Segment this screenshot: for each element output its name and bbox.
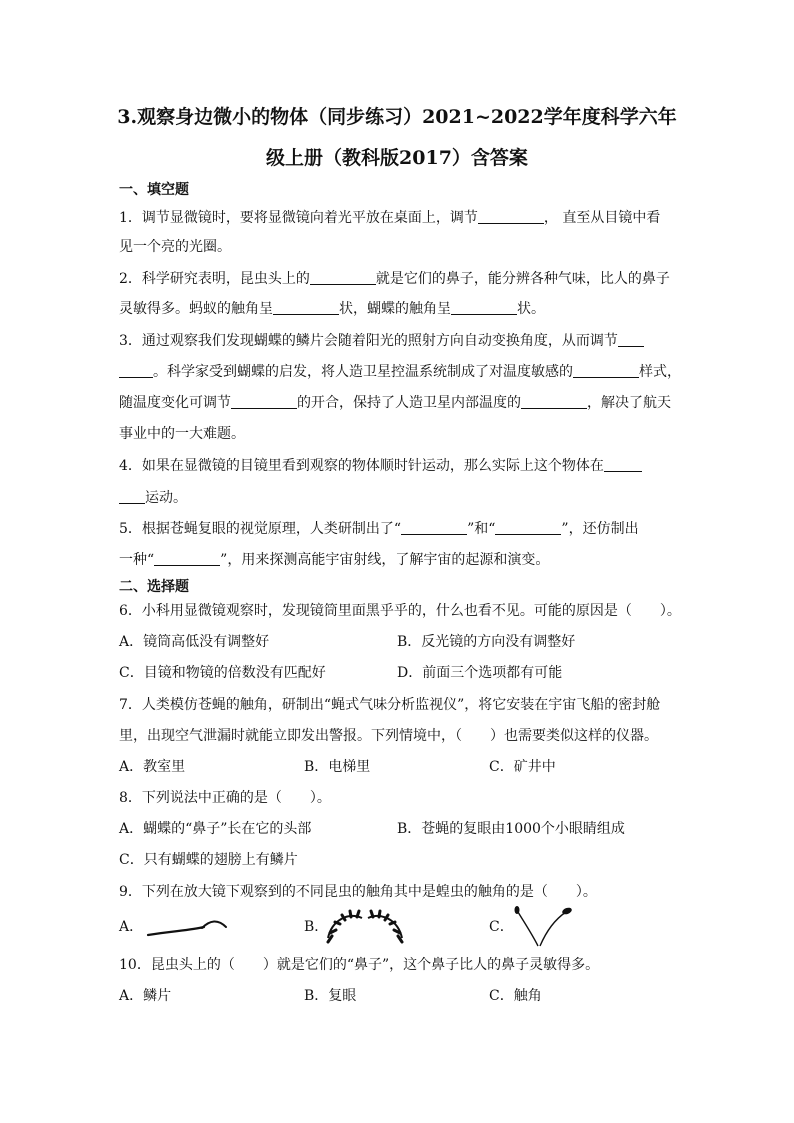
answer-blank[interactable] bbox=[604, 458, 642, 472]
question-9-option-a[interactable]: A． bbox=[119, 919, 144, 935]
question-3-text: ，解决了航天 bbox=[587, 395, 671, 411]
question-4-line-1 bbox=[119, 458, 642, 473]
page-title-line-1: 3.观察身边微小的物体（同步练习）2021~2022学年度科学六年 bbox=[117, 106, 677, 128]
answer-blank[interactable] bbox=[478, 210, 544, 224]
question-8-option-c[interactable]: C．只有蝴蝶的翅膀上有鳞片 bbox=[119, 852, 298, 868]
question-2-text: 灵敏得多。蚂蚁的触角呈 bbox=[119, 301, 273, 317]
question-1-text: ， 直至从目镜中看 bbox=[543, 210, 661, 226]
question-8-option-a[interactable]: A．蝴蝶的“鼻子”长在它的头部 bbox=[119, 821, 312, 837]
question-5-text: ”，用来探测高能宇宙射线，了解宇宙的起源和演变。 bbox=[220, 552, 550, 568]
question-5-line-1 bbox=[119, 521, 639, 536]
question-7-option-a[interactable]: A．教室里 bbox=[119, 759, 186, 775]
answer-blank[interactable] bbox=[119, 490, 145, 504]
answer-blank[interactable] bbox=[451, 301, 517, 315]
question-10-option-b[interactable]: B．复眼 bbox=[304, 988, 357, 1004]
question-10-option-c[interactable]: C．触角 bbox=[489, 988, 542, 1004]
question-9-stem: 9．下列在放大镜下观察到的不同昆虫的触角其中是蝗虫的触角的是（ ）。 bbox=[119, 884, 597, 900]
section-heading-fill-in: 一、填空题 bbox=[119, 182, 189, 198]
question-10-stem: 10．昆虫头上的（ ）就是它们的“鼻子”，这个鼻子比人的鼻子灵敏得多。 bbox=[119, 957, 600, 973]
question-3-text: 3．通过观察我们发现蝴蝶的鳞片会随着阳光的照射方向自动变换角度，从而调节 bbox=[119, 333, 618, 349]
page-title-line-2: 级上册（教科版2017）含答案 bbox=[266, 147, 528, 169]
answer-blank[interactable] bbox=[310, 271, 376, 285]
question-3-line-4: 事业中的一大难题。 bbox=[119, 426, 245, 442]
question-5-text: ”和“ bbox=[467, 521, 496, 537]
question-2-text: 就是它们的鼻子，能分辨各种气味，比人的鼻子 bbox=[375, 271, 670, 287]
question-4-text: 4．如果在显微镜的目镜里看到观察的物体顺时针运动，那么实际上这个物体在 bbox=[119, 458, 604, 474]
question-2-text: 2．科学研究表明，昆虫头上的 bbox=[119, 271, 310, 287]
question-6-option-b[interactable]: B．反光镜的方向没有调整好 bbox=[397, 634, 576, 650]
question-5-line-2 bbox=[119, 552, 549, 567]
question-3-line-3 bbox=[119, 395, 671, 410]
answer-blank[interactable] bbox=[119, 364, 153, 378]
question-10-option-a[interactable]: A．鳞片 bbox=[119, 988, 172, 1004]
thread-antenna-icon bbox=[146, 915, 228, 939]
question-9-option-c[interactable]: C． bbox=[489, 919, 514, 935]
question-4-line-2 bbox=[119, 490, 187, 505]
question-5-text: 一种“ bbox=[119, 552, 155, 568]
question-2-line-1 bbox=[119, 271, 670, 286]
answer-blank[interactable] bbox=[618, 333, 644, 347]
question-3-text: 。科学家受到蝴蝶的启发，将人造卫星控温系统制成了对温度敏感的 bbox=[153, 364, 573, 380]
question-2-text: 状。 bbox=[517, 301, 545, 317]
club-antenna-icon bbox=[510, 904, 574, 948]
question-3-text: 随温度变化可调节 bbox=[119, 395, 231, 411]
answer-blank[interactable] bbox=[273, 301, 339, 315]
question-9-option-b[interactable]: B． bbox=[304, 919, 329, 935]
answer-blank[interactable] bbox=[401, 521, 467, 535]
question-2-text: 状，蝴蝶的触角呈 bbox=[339, 301, 451, 317]
question-7-stem-line-2: 里，出现空气泄漏时就能立即发出警报。下列情境中，（ ）也需要类似这样的仪器。 bbox=[119, 728, 658, 744]
answer-blank[interactable] bbox=[154, 552, 220, 566]
answer-blank[interactable] bbox=[521, 395, 587, 409]
question-8-stem: 8．下列说法中正确的是（ ）。 bbox=[119, 790, 331, 806]
question-6-option-d[interactable]: D．前面三个选项都有可能 bbox=[397, 665, 563, 681]
section-heading-multiple-choice: 二、选择题 bbox=[119, 579, 189, 595]
question-3-text: 样式， bbox=[639, 364, 681, 380]
question-8-option-b[interactable]: B．苍蝇的复眼由1000个小眼睛组成 bbox=[397, 821, 625, 837]
question-1-line-1 bbox=[119, 210, 660, 225]
question-7-option-b[interactable]: B．电梯里 bbox=[304, 759, 371, 775]
question-5-text: ”，还仿制出 bbox=[561, 521, 639, 537]
question-3-text: 的开合，保持了人造卫星内部温度的 bbox=[297, 395, 521, 411]
question-6-stem: 6．小科用显微镜观察时，发现镜筒里面黑乎乎的，什么也看不见。可能的原因是（ ）。 bbox=[119, 603, 681, 619]
answer-blank[interactable] bbox=[495, 521, 561, 535]
comb-antenna-icon bbox=[324, 908, 406, 944]
question-1-text: 1．调节显微镜时，要将显微镜向着光平放在桌面上，调节 bbox=[119, 210, 478, 226]
question-6-option-a[interactable]: A．镜筒高低没有调整好 bbox=[119, 634, 270, 650]
answer-blank[interactable] bbox=[573, 364, 639, 378]
question-3-line-1 bbox=[119, 333, 644, 348]
question-3-line-2 bbox=[119, 364, 681, 379]
question-7-option-c[interactable]: C．矿井中 bbox=[489, 759, 556, 775]
question-5-text: 5．根据苍蝇复眼的视觉原理，人类研制出了“ bbox=[119, 521, 402, 537]
answer-blank[interactable] bbox=[231, 395, 297, 409]
question-4-text: 运动。 bbox=[145, 490, 187, 506]
question-7-stem-line-1: 7．人类模仿苍蝇的触角，研制出“蝇式气味分析监视仪”，将它安装在宇宙飞船的密封舱 bbox=[119, 697, 661, 713]
question-1-line-2: 见一个亮的光圈。 bbox=[119, 239, 231, 255]
question-2-line-2 bbox=[119, 301, 545, 316]
question-6-option-c[interactable]: C．目镜和物镜的倍数没有匹配好 bbox=[119, 665, 326, 681]
